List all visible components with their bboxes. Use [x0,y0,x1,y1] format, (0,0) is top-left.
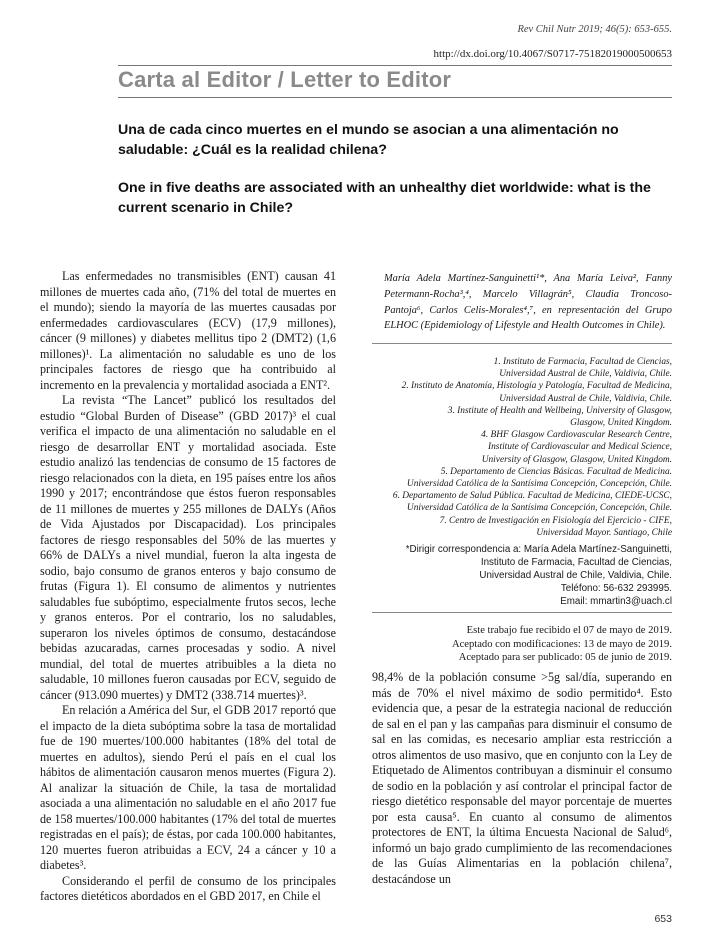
affiliation-item: 4. BHF Glasgow Cardiovascular Research Centre, Institute of Cardiovascular and Medical Science, University of Glasgow, Glasgow, United Kingdom. [481,430,672,465]
affiliation-item: 2. Instituto de Anatomía, Histología y Patología, Facultad de Medicina, Universidad Austral de Chile, Valdivia, Chile. [401,381,672,404]
affiliations [372,356,672,539]
page-number: 653 [654,913,672,925]
paragraph: 98,4% de la población consume >5g sal/día, superando en más de 70% el nivel máximo de sodio permitido⁴. Esto evidencia que, a pesar de la estrategia nacional de reducción de sal en el pan y las campañas para disminuir el consumo de sal en las comidas, es necesario ampliar esta restricción a otros alimentos de uso masivo, que en conjunto con la Ley de Etiquetado de Alimentos contribuyan a disminuir el consumo de sodio en la población y así controlar el principal factor de riesgo dietético responsable del mayor porcentaje de muertes por esta causa⁵. En cuanto al consumo de alimentos protectores de ENT, la última Encuesta Nacional de Salud⁶, informó un bajo grado cumplimiento de las recomendaciones de las Guías Alimentarias en la población chilena⁷, destacándose un [372,670,672,886]
received-rule [372,612,672,613]
header-rule-top [118,65,672,66]
section-title: Carta al Editor / Letter to Editor [118,67,452,92]
paragraph: La revista “The Lancet” publicó los resultados del estudio “Global Burden of Disease” (GBD 2017)³ el cual verifica el impacto de una alimentación no saludable en el riesgo de desarrollar ENT y mortalidad asociada. Este estudio analizó las tendencias de consumo de 15 factores de riesgo relacionados con la dieta, en 195 países entre los años 1990 y 2017; encontrándose que éstos fueron responsables de 11 millones de muertes y 255 millones de DALYs (Años de Vida Ajustados por Discapacidad). Los principales factores de riesgo responsables del 50% de las muertes y 66% de DALYs a nivel mundial, fueron la alta ingesta de sodio, bajo consumo de granos enteros y bajo consumo de frutas (Figura 1). El consumo de alimentos y nutrientes saludables fue subóptimo, especialmente frutos secos, leche y granos enteros. Por el contrario, los no saludables, superaron los niveles óptimos de consumo, destacándose bebidas azucaradas, carnes procesadas y sodio. A nivel mundial, del total de muertes atribuibles a la dieta no saludable, 10 millones fueron causadas por ECV, seguido de cáncer (913.090 muertes) y DMT2 (338.714 muertes)³. [40,393,336,702]
received-dates: Este trabajo fue recibido el 07 de mayo de 2019. Aceptado con modificaciones: 13 de mayo de 2019. Aceptado para ser publicado: 05 de junio de 2019. [451,625,672,664]
paragraph: En relación a América del Sur, el GDB 2017 reportó que el impacto de la dieta subóptima sobre la tasa de mortalidad fue de 190 muertes/100.000 habitantes (18% del total de muertes en adultos), siendo Perú el país en el cual los hábitos de alimentación causaron menos muertes (Figura 2). Al analizar la situación de Chile, la tasa de mortalidad asociada a una alimentación no saludable en el año 2017 fue de 158 muertes/100.000 habitantes (17% del total de muertes registradas en el país); de éstas, por cada 100.000 habitantes, 120 muertes fueron atribuidas a ECV, 24 a cáncer y 10 a diabetes³. [40,703,336,872]
body-column-left [40,269,336,905]
affiliation-item: 5. Departamento de Ciencias Básicas. Facultad de Medicina. Universidad Católica de la Santísima Concepción, Concepción, Chile. [406,466,672,490]
header-rule-bottom [118,97,672,98]
author-list: María Adela Martínez-Sanguinetti¹*, Ana María Leiva², Fanny Petermann-Rocha³,⁴, Marcelo Villagrán⁵, Claudia Troncoso-Pantoja⁶, Carlos Celis-Morales⁴,⁷, en representación del Grupo ELHOC (Epidemiology of Lifestyle and Health Outcomes in Chile). [384,273,672,332]
body-column-right [372,670,672,887]
paragraph: Las enfermedades no transmisibles (ENT) causan 41 millones de muertes cada año, (71% del total de muertes en el mundo); siendo la mayoría de las muertes causadas por enfermedades cardiovasculares (ECV) (17,9 millones), cáncer (9 millones) y diabetes mellitus tipo 2 (DMT2) (1,6 millones)¹. La alimentación no saludable es uno de los principales factores de riesgo que ha contribuido al incremento en la prevalencia y mortalidad asociada a ENT². [40,269,336,392]
affiliations-rule-top [372,343,672,344]
affiliation-item: 7. Centro de Investigación en Fisiología del Ejercicio - CIFE, Universidad Mayor. Santiago, Chile [439,515,672,538]
affiliation-item: 1. Instituto de Farmacia, Facultad de Ciencias, Universidad Austral de Chile, Valdivia, Chile. [493,357,672,380]
correspondence-info: *Dirigir correspondencia a: María Adela Martínez-Sanguinetti, Instituto de Farmacia, Facultad de Ciencias, Universidad Austral de Chile, Valdivia, Chile. Teléfono: 56-632 293995. Email: mmartin3@uach.cl [405,544,672,607]
paragraph: Considerando el perfil de consumo de los principales factores dietéticos abordados en el GBD 2017, en Chile el [40,873,336,903]
journal-reference: Rev Chil Nutr 2019; 46(5): 653-655. [517,24,672,35]
article-title-spanish: Una de cada cinco muertes en el mundo se asocian a una alimentación no saludable: ¿Cuál es la realidad chilena? [118,122,619,158]
affiliation-item: 6. Departamento de Salud Pública. Facultad de Medicina, CIEDE-UCSC, Universidad Católica de la Santísima Concepción, Concepción, Chile. [392,491,672,514]
affiliation-item: 3. Institute of Health and Wellbeing, University of Glasgow, Glasgow, United Kingdom. [447,405,672,429]
doi-link[interactable]: http://dx.doi.org/10.4067/S0717-75182019000500653 [433,48,672,60]
article-title-english: One in five deaths are associated with an unhealthy diet worldwide: what is the current scenario in Chile? [118,180,651,216]
